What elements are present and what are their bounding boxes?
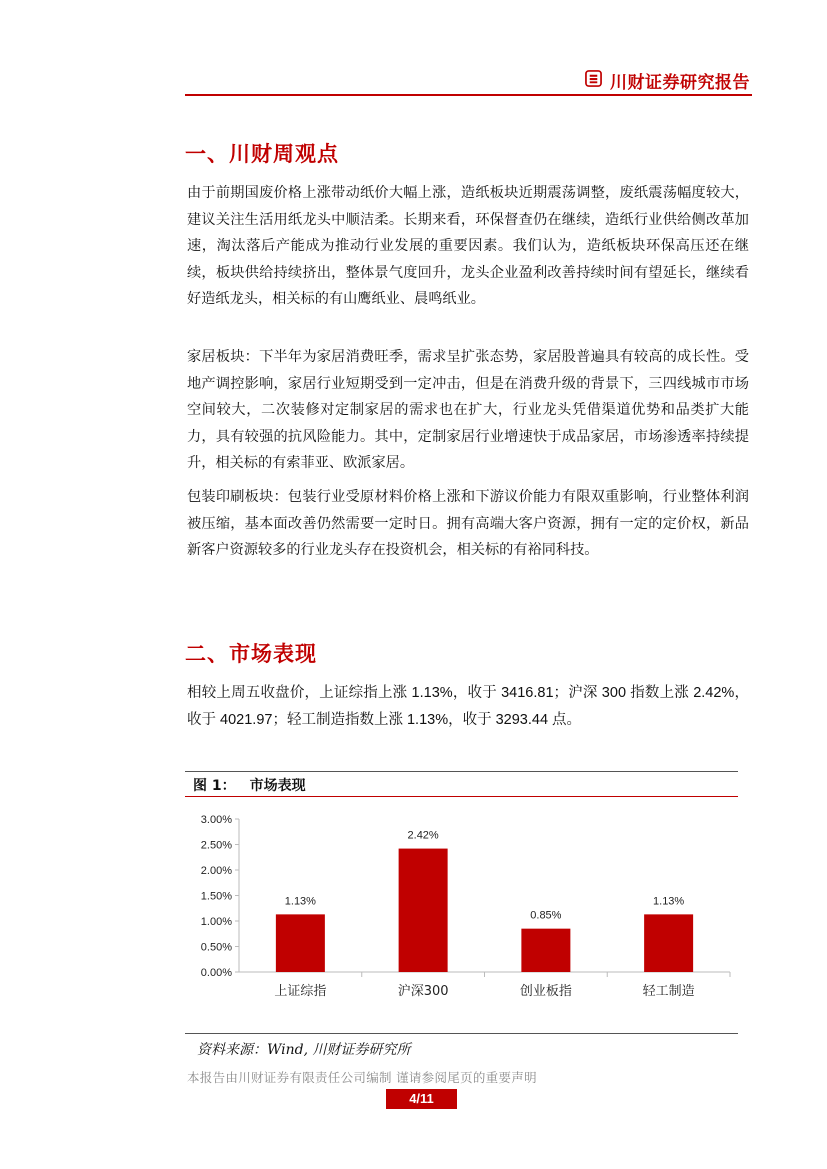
- bar-value-label: 1.13%: [284, 895, 316, 908]
- section-title-market-performance: 二、市场表现: [185, 642, 317, 666]
- bar: [644, 914, 693, 972]
- figure-source: 资料来源：Wind, 川财证券研究所: [197, 1042, 411, 1058]
- bar-value-label: 1.13%: [653, 895, 685, 908]
- x-category-label: 上证综指: [274, 984, 327, 999]
- page-number: 4/11: [386, 1089, 457, 1109]
- report-brand-title: 川财证券研究报告: [610, 73, 750, 93]
- bar-value-label: 0.85%: [530, 909, 562, 922]
- figure-title: 市场表现: [249, 778, 306, 794]
- figure-title-underline: [185, 796, 738, 797]
- y-tick-label: 3.00%: [200, 814, 232, 826]
- paragraph-packaging: 包装印刷板块：包装行业受原材料价格上涨和下游议价能力有限双重影响，行业整体利润被压缩，基本面改善仍然需要一定时日。拥有高端大客户资源，拥有一定的定价权，新品新客户资源较多的行业龙头存在投资机会，相关标的有裕同科技。: [187, 489, 749, 558]
- section-title-weekly-view: 一、川财周观点: [185, 142, 339, 166]
- figure-top-rule: [185, 771, 738, 772]
- y-tick-label: 1.50%: [200, 890, 232, 903]
- company-logo-icon: [585, 70, 602, 87]
- figure-label: 图 1：: [193, 778, 236, 794]
- x-category-label: 创业板指: [519, 984, 572, 999]
- paragraph-paper: 由于前期国废价格上涨带动纸价大幅上涨，造纸板块近期震荡调整，废纸震荡幅度较大，建议关注生活用纸龙头中顺洁柔。长期来看，环保督查仍在继续，造纸行业供给侧改革加速，淘汰落后产能成为推动行业发展的重要因素。我们认为，造纸板块环保高压还在继续，板块供给持续挤出，整体景气度回升，龙头企业盈利改善持续时间有望延长，继续看好造纸龙头，相关标的有山鹰纸业、晨鸣纸业。: [187, 185, 749, 307]
- y-tick-label: 1.00%: [200, 916, 232, 928]
- bar: [276, 914, 325, 972]
- y-tick-label: 0.00%: [200, 967, 232, 979]
- bar-value-label: 2.42%: [407, 829, 439, 842]
- market-performance-chart: [185, 800, 738, 1032]
- footer-disclaimer: 本报告由川财证券有限责任公司编制 谨请参阅尾页的重要声明: [187, 1070, 537, 1085]
- page-header: [185, 62, 752, 96]
- x-category-label: 轻工制造: [642, 984, 695, 999]
- y-tick-label: 2.50%: [200, 839, 232, 852]
- y-tick-label: 0.50%: [200, 941, 232, 954]
- x-category-label: 沪深300: [397, 984, 449, 999]
- figure-caption: [193, 775, 306, 795]
- figure-bottom-rule: [185, 1033, 738, 1034]
- y-tick-label: 2.00%: [200, 865, 232, 877]
- bar: [399, 849, 448, 972]
- paragraph-home-furnishing: 家居板块：下半年为家居消费旺季，需求呈扩张态势，家居股普遍具有较高的成长性。受地产调控影响，家居行业短期受到一定冲击，但是在消费升级的背景下，三四线城市市场空间较大，二次装修对定制家居的需求也在扩大，行业龙头凭借渠道优势和品类扩大能力，具有较强的抗风险能力。其中，定制家居行业增速快于成品家居，市场渗透率持续提升，相关标的有索菲亚、欧派家居。: [187, 349, 749, 471]
- bar: [521, 929, 570, 972]
- paragraph-market-summary: 相较上周五收盘价，上证综指上涨 1.13%，收于 3416.81；沪深 300 指数上涨 2.42%，收于 4021.97；轻工制造指数上涨 1.13%，收于 3293.44 点。: [187, 685, 749, 728]
